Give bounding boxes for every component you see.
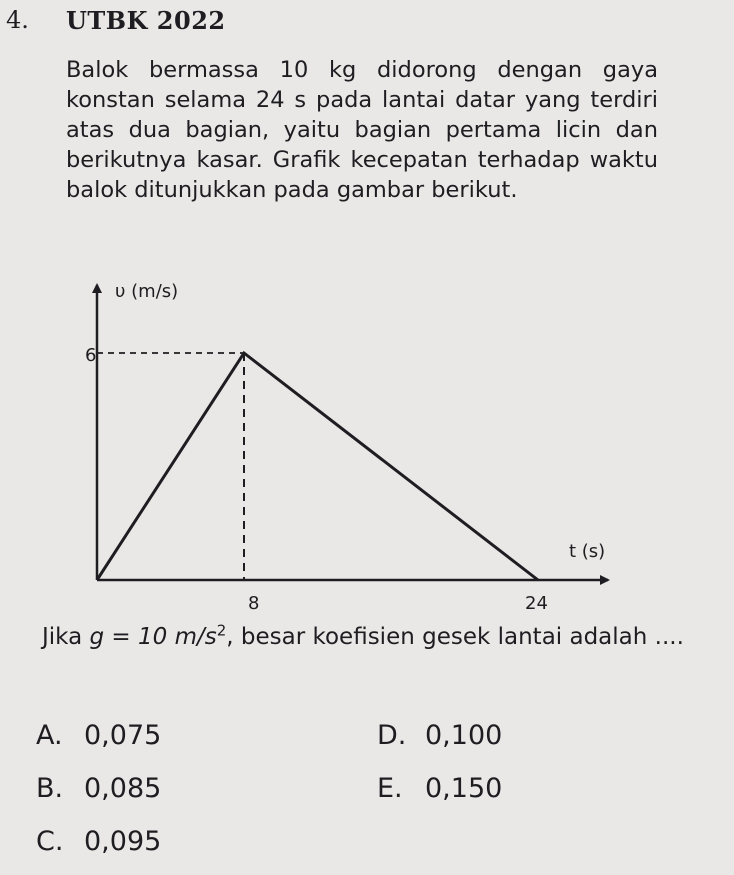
option-value: 0,100 xyxy=(425,720,503,751)
x-tick-label: 24 xyxy=(525,593,548,614)
option-c[interactable] xyxy=(36,826,161,858)
question-prompt xyxy=(42,613,712,661)
option-value: 0,095 xyxy=(84,826,162,857)
gravity-expression: g = 10 m/s xyxy=(89,624,217,650)
x-axis-label: t (s) xyxy=(569,541,606,562)
gravity-exponent: 2 xyxy=(216,621,227,640)
option-a[interactable] xyxy=(36,720,161,752)
option-value: 0,085 xyxy=(84,773,162,804)
x-tick-label: 8 xyxy=(248,593,260,614)
option-d[interactable] xyxy=(377,720,502,752)
prompt-suffix: , besar koefisien gesek lantai adalah .... xyxy=(226,624,684,650)
y-tick-label: 6 xyxy=(85,345,97,366)
question-number: 4. xyxy=(6,6,29,34)
option-letter: A. xyxy=(36,720,63,751)
option-value: 0,150 xyxy=(425,773,503,804)
velocity-series-line xyxy=(97,353,538,580)
y-axis-label: υ (m/s) xyxy=(115,281,179,302)
option-letter: C. xyxy=(36,826,64,857)
question-stem: Balok bermassa 10 kg didorong dengan gaya konstan selama 24 s pada lantai datar yang terdiri atas dua bagian, yaitu bagian pertama licin dan berikutnya kasar. Grafik kecepatan terhadap waktu balok ditunjukkan pada gambar berikut. xyxy=(66,57,658,203)
option-letter: E. xyxy=(377,773,403,804)
option-letter: B. xyxy=(36,773,64,804)
option-e[interactable] xyxy=(377,773,502,805)
option-letter: D. xyxy=(377,720,407,751)
option-b[interactable] xyxy=(36,773,161,805)
option-value: 0,075 xyxy=(84,720,162,751)
question-source: UTBK 2022 xyxy=(66,6,226,35)
prompt-prefix: Jika xyxy=(42,624,83,650)
